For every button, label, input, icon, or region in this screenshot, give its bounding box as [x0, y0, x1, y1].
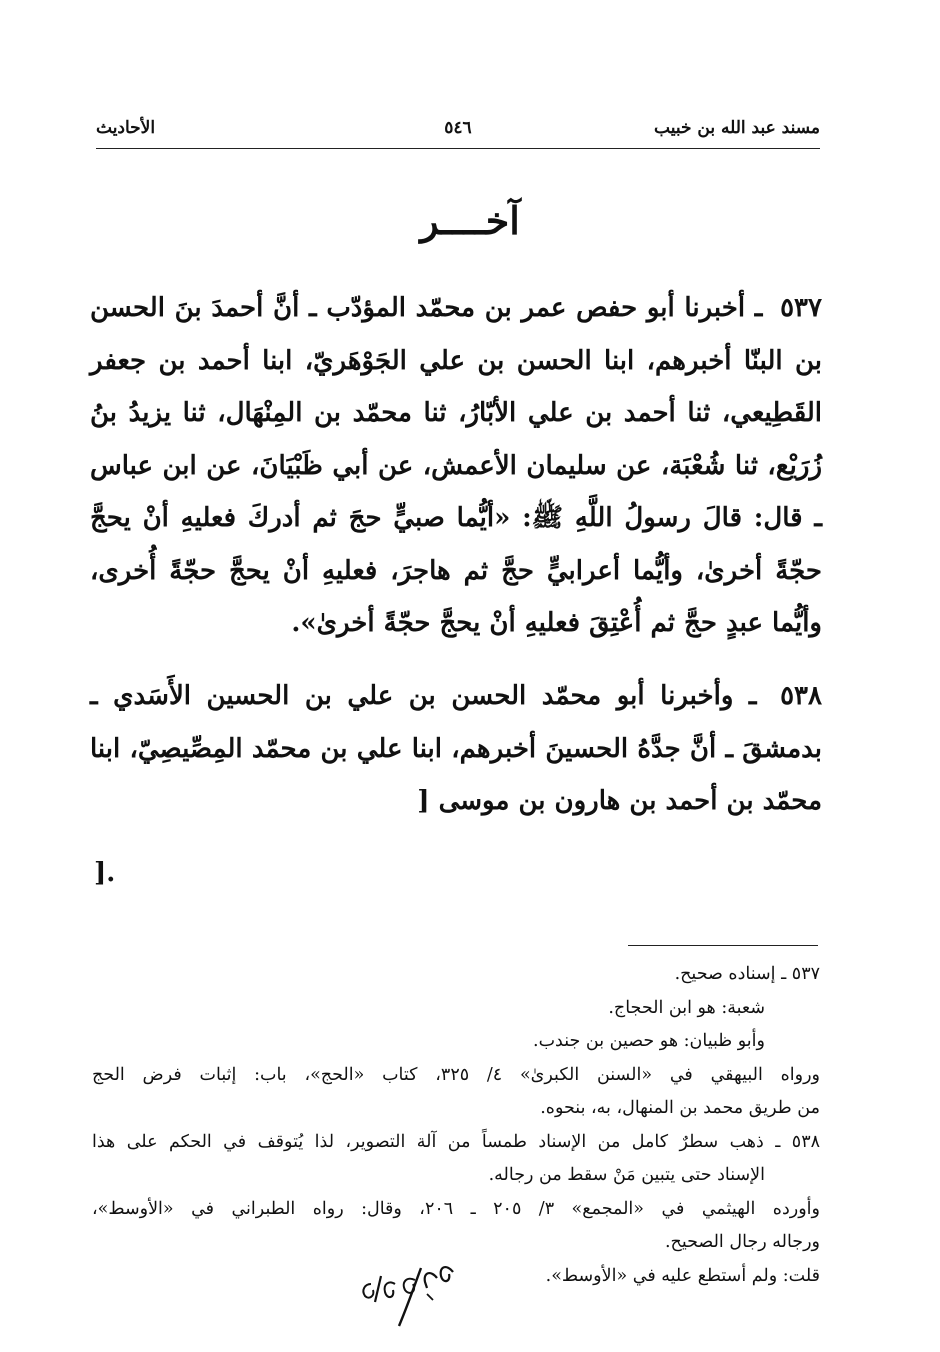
footnotes	[92, 958, 820, 1293]
hadith-537	[90, 282, 822, 650]
hadith-text: ـ وأخبرنا أبو محمّد الحسن بن علي بن الحسين الأَسَدي ـ بدمشقَ ـ أنَّ جدَّهُ الحسينَ أخبرهم، ابنا علي بن محمّد المِصِّيصِيّ، ابنا محمّد بن أحمد بن هارون بن موسى [	[90, 681, 822, 816]
footnote-538-line: قلت: ولم أستطع عليه في «الأوسط».	[545, 1265, 820, 1286]
footnote-537-line: ٥٣٧ ـ إسناده صحيح.	[674, 964, 820, 984]
bracket-close: .[	[94, 858, 116, 888]
footnote-538-line: ورجاله رجال الصحيح.	[664, 1232, 820, 1252]
footnote-537-line: ورواه البيهقي في «السنن الكبرىٰ» ٤/ ٣٢٥، كتاب «الحج»، باب: إثبات فرض الحج	[92, 1064, 820, 1085]
section-name: الأحاديث	[96, 118, 156, 138]
hadith-538	[90, 670, 822, 828]
section-title: آخــــر	[420, 198, 520, 243]
footnote-537-line: وأبو ظبيان: هو حصين بن جندب.	[533, 1031, 765, 1051]
footnote-537-line: من طريق محمد بن المنهال، به، بنحوه.	[540, 1098, 820, 1118]
handwritten-signature	[355, 1254, 465, 1334]
hadith-text: ـ أخبرنا أبو حفص عمر بن محمّد المؤدّب ـ أنَّ أحمدَ بنَ الحسن بن البنّا أخبرهم، ابنا الحسن بن علي الجَوْهَريّ، ابنا أحمد بن جعفر القَطِيعي، ثنا أحمد بن علي الأبّارُ، ثنا محمّد بن المِنْهَال، ثنا يزيدُ بنُ زُرَيْع، ثنا شُعْبَة، عن سليمان الأعمش، عن أبي ظَبْيَانَ، عن ابن عباس ـ قال: قالَ رسولُ اللَّهِ ﷺ: «أيُّما صبيٍّ حجَ ثم أدركَ فعليهِ أنْ يحجَّ حجّةً أخرىٰ، وأيُّما أعرابيٍّ حجَّ ثم هاجرَ، فعليهِ أنْ يحجَّ حجّةً أُخرى، وأيُّما عبدٍ حجَّ ثم أُعْتِقَ فعليهِ أنْ يحجَّ حجّةً أخرىٰ».	[90, 293, 822, 638]
footnote-537-line: شعبة: هو ابن الحجاج.	[608, 997, 765, 1018]
footnote-538-line: الإسناد حتى يتبين مَنْ سقط من رجاله.	[488, 1165, 765, 1185]
running-header	[96, 118, 820, 148]
hadith-number: ٥٣٧	[780, 293, 822, 323]
book-title: مسند عبد الله بن خبيب	[654, 118, 820, 138]
footnote-rule	[628, 945, 818, 946]
page-number: ٥٤٦	[444, 118, 472, 138]
header-rule	[96, 148, 820, 149]
hadith-number: ٥٣٨	[780, 681, 822, 711]
footnote-538-line: ٥٣٨ ـ ذهب سطرٌ كامل من الإسناد طمساً من آلة التصوير، لذا يُتوقف في الحكم على هذا	[92, 1131, 820, 1152]
footnote-538-line: وأورده الهيثمي في «المجمع» ٣/ ٢٠٥ ـ ٢٠٦، وقال: رواه الطبراني في «الأوسط»،	[92, 1198, 820, 1219]
